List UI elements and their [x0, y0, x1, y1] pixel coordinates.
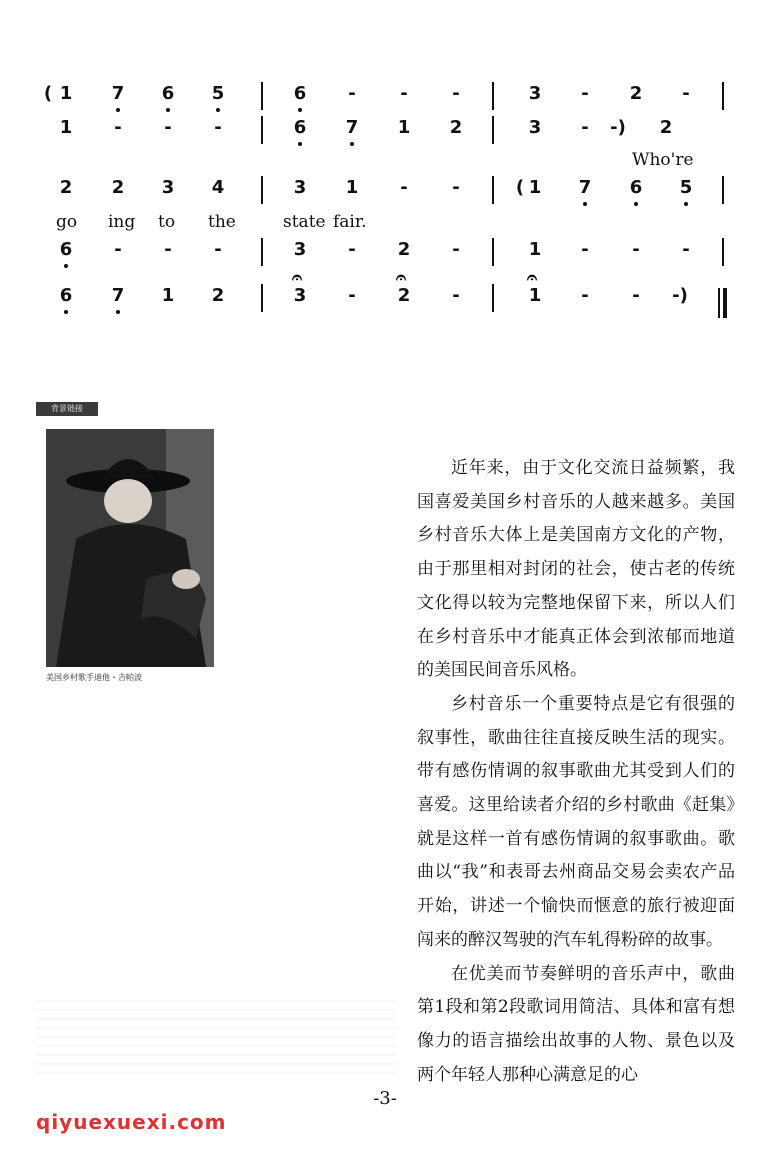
barline — [492, 82, 494, 110]
singer-photo-illustration — [46, 429, 214, 667]
score-row — [0, 116, 770, 150]
barline — [492, 284, 494, 312]
score-note: 6 — [280, 116, 320, 140]
score-note: 4 — [211, 177, 225, 198]
score-row — [0, 284, 770, 318]
barline — [261, 238, 263, 266]
score-note: 6 — [46, 284, 86, 308]
barline — [492, 238, 494, 266]
lyric-who-re: Who're — [632, 150, 694, 170]
score-note: - — [632, 285, 640, 306]
score-note: 1 — [528, 285, 542, 306]
score-note: 3 — [293, 285, 307, 306]
score-row — [0, 238, 770, 272]
page-number: -3- — [373, 1088, 397, 1109]
barline — [722, 238, 724, 266]
barline — [261, 284, 263, 312]
score-note: 5 — [198, 82, 238, 106]
score-note: 3 — [528, 117, 542, 138]
score-note: 2 — [111, 177, 125, 198]
fermata-mark: 𝄐 — [396, 267, 407, 288]
score-note: 1 — [161, 285, 175, 306]
lyric-syllable: to — [158, 212, 176, 232]
score-note: - — [581, 117, 589, 138]
lyric-syllable: state — [283, 212, 326, 232]
score-note: 2 — [449, 117, 463, 138]
score-note: - — [452, 239, 460, 260]
score-note: 3 — [161, 177, 175, 198]
score-note: 2 — [59, 177, 73, 198]
score-note: - — [581, 239, 589, 260]
score-note: - — [164, 117, 172, 138]
barline — [492, 176, 494, 204]
score-note: - — [164, 239, 172, 260]
score-note: ( — [515, 177, 525, 198]
score-note: 1 — [528, 177, 542, 198]
photo-section-label: 背景链接 — [36, 402, 98, 416]
score-note: 6 — [46, 238, 86, 262]
score-note: 7 — [565, 176, 605, 200]
lyric-syllable: the — [208, 212, 236, 232]
score-note: - — [581, 83, 589, 104]
score-note: 1 — [528, 239, 542, 260]
score-note: - — [581, 285, 589, 306]
final-barline-thick — [723, 288, 727, 318]
barline — [722, 176, 724, 204]
score-note: 3 — [293, 177, 307, 198]
article-paragraph: 近年来，由于文化交流日益频繁，我国喜爱美国乡村音乐的人越来越多。美国乡村音乐大体上是美国南方文化的产物，由于那里相对封闭的社会，使古老的传统文化得以较为完整地保留下来，所以人们在乡村音乐中才能真正体会到浓郁而地道的美国民间音乐风格。 — [417, 458, 735, 681]
score-note: - — [400, 83, 408, 104]
score-note: - — [452, 177, 460, 198]
score-note: - — [400, 177, 408, 198]
final-barline — [718, 288, 720, 318]
score-note: 5 — [666, 176, 706, 200]
score-note: 2 — [659, 117, 673, 138]
score-note: 7 — [98, 82, 138, 106]
article-body — [417, 452, 735, 1092]
article-paragraph: 在优美而节奏鲜明的音乐声中，歌曲第1段和第2段歌词用简洁、具体和富有想像力的语言描绘出故事的人物、景色以及两个年轻人那种心满意足的心 — [417, 963, 735, 1085]
score-note: 3 — [528, 83, 542, 104]
site-watermark: qiyuexuexi.com — [36, 1110, 227, 1134]
score-note: 1 — [397, 117, 411, 138]
lyric-syllable: ing — [108, 212, 136, 232]
photo-caption: 美国乡村歌手迪他・吉帕波 — [46, 673, 142, 682]
score-note: 2 — [211, 285, 225, 306]
barline — [722, 82, 724, 110]
score-note: 3 — [293, 239, 307, 260]
barline — [492, 116, 494, 144]
score-note: - — [632, 239, 640, 260]
score-row — [0, 82, 770, 116]
score-note: - — [452, 83, 460, 104]
barline — [261, 82, 263, 110]
score-note: - — [114, 239, 122, 260]
score-note: - — [348, 239, 356, 260]
score-note: - — [682, 239, 690, 260]
score-note: 2 — [397, 239, 411, 260]
score-note: - — [348, 83, 356, 104]
score-note: -) — [610, 117, 626, 138]
score-note: ( — [43, 83, 53, 104]
lyric-syllable: fair. — [333, 212, 367, 232]
score-note: 1 — [345, 177, 359, 198]
score-note: 7 — [98, 284, 138, 308]
article-paragraph: 乡村音乐一个重要特点是它有很强的叙事性，歌曲往往直接反映生活的现实。带有感伤情调的叙事歌曲尤其受到人们的喜爱。这里给读者介绍的乡村歌曲《赶集》就是这样一首有感伤情调的叙事歌曲。歌曲以“我”和表哥去州商品交易会卖农产品开始，讲述一个愉快而惬意的旅行被迎面闯来的醉汉驾驶的汽车轧得粉碎的故事。 — [417, 693, 735, 950]
score-note: 7 — [332, 116, 372, 140]
score-note: - — [114, 117, 122, 138]
fermata-mark: 𝄐 — [527, 267, 538, 288]
score-note: - — [682, 83, 690, 104]
score-row — [0, 176, 770, 210]
score-note: 1 — [59, 117, 73, 138]
scan-noise — [36, 1000, 396, 1080]
score-note: - — [214, 239, 222, 260]
score-note: 2 — [397, 285, 411, 306]
barline — [261, 176, 263, 204]
singer-photo — [46, 429, 214, 667]
score-note: 6 — [280, 82, 320, 106]
barline — [261, 116, 263, 144]
score-note: 2 — [629, 83, 643, 104]
score-note: -) — [672, 285, 688, 306]
score-note: 6 — [148, 82, 188, 106]
score-note: 1 — [59, 83, 73, 104]
score-note: 6 — [616, 176, 656, 200]
score-note: - — [214, 117, 222, 138]
fermata-mark: 𝄐 — [292, 267, 303, 288]
score-note: - — [348, 285, 356, 306]
lyric-syllable: go — [56, 212, 78, 232]
score-note: - — [452, 285, 460, 306]
